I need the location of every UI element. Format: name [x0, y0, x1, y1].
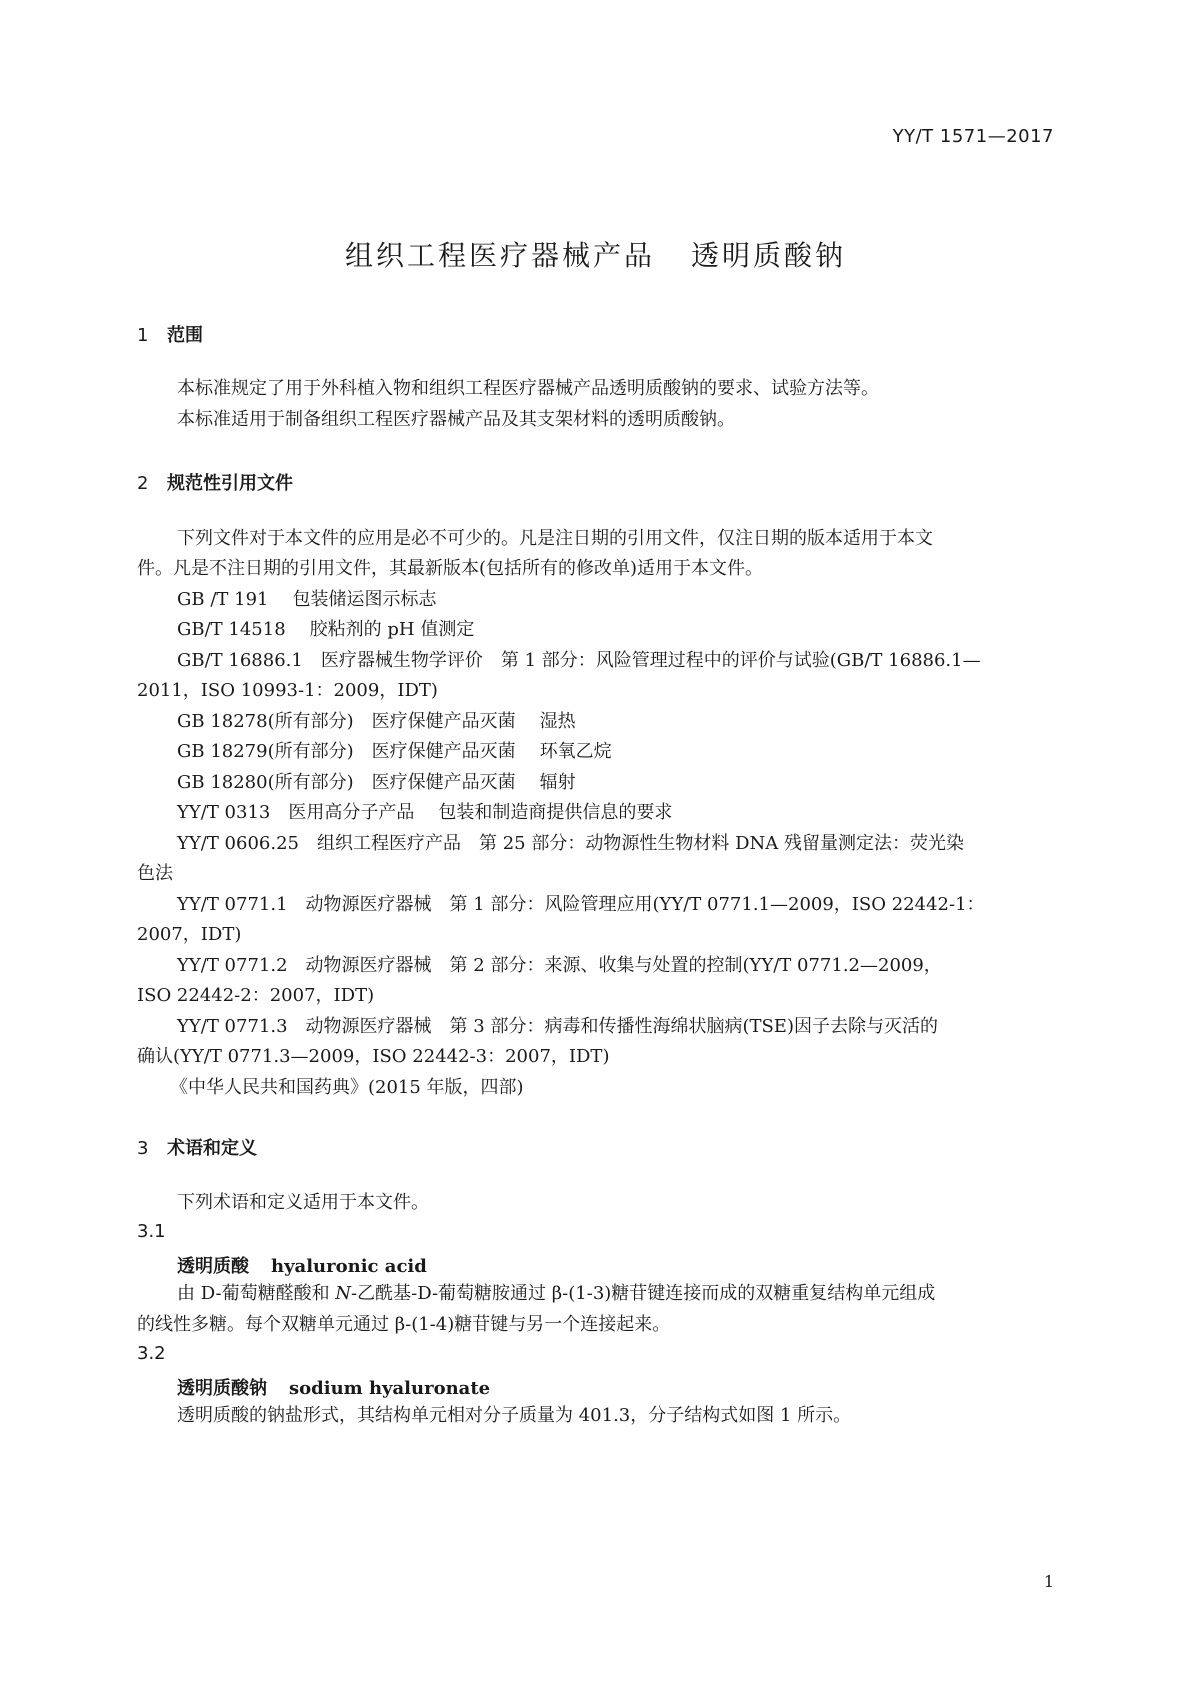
reference-item: YY/T 0771.1 动物源医疗器械 第 1 部分：风险管理应用(YY/T 0771.1—2009，ISO 22442-1：	[177, 894, 985, 915]
clause-number: 3.1	[137, 1221, 166, 1242]
reference-item: YY/T 0771.3 动物源医疗器械 第 3 部分：病毒和传播性海绵状脑病(TSE)因子去除与灭活的	[177, 1016, 938, 1037]
reference-item-continuation: 2011，ISO 10993-1：2009，IDT)	[137, 680, 438, 701]
term-heading: 透明质酸钠 sodium hyaluronate	[177, 1378, 491, 1399]
reference-item-continuation: 2007，IDT)	[137, 924, 242, 945]
section-2-heading: 2 规范性引用文件	[137, 473, 293, 494]
normative-intro-line-2: 件。凡是不注日期的引用文件，其最新版本(包括所有的修改单)适用于本文件。	[137, 558, 764, 579]
clause-number: 3.2	[137, 1343, 166, 1364]
term-definition: 透明质酸的钠盐形式，其结构单元相对分子质量为 401.3，分子结构式如图 1 所示。	[177, 1405, 852, 1426]
title-part-2: 透明质酸钠	[691, 239, 847, 272]
terms-intro: 下列术语和定义适用于本文件。	[177, 1192, 429, 1213]
reference-item: YY/T 0606.25 组织工程医疗产品 第 25 部分：动物源性生物材料 DNA 残留量测定法：荧光染	[177, 833, 964, 854]
reference-item-continuation: 色法	[137, 863, 173, 884]
standard-number: YY/T 1571—2017	[892, 126, 1054, 147]
scope-paragraph-1: 本标准规定了用于外科植入物和组织工程医疗器械产品透明质酸钠的要求、试验方法等。	[177, 378, 879, 399]
term-definition-line-1: 由 D-葡萄糖醛酸和 N-乙酰基-D-葡萄糖胺通过 β-(1-3)糖苷键连接而成的双糖重复结构单元组成	[177, 1283, 936, 1304]
reference-item: GB 18280(所有部分) 医疗保健产品灭菌 辐射	[177, 772, 576, 793]
normative-intro-line-1: 下列文件对于本文件的应用是必不可少的。凡是注日期的引用文件，仅注日期的版本适用于本文	[177, 528, 933, 549]
reference-item: GB 18278(所有部分) 医疗保健产品灭菌 湿热	[177, 711, 576, 732]
title-part-1: 组织工程医疗器械产品	[344, 239, 655, 272]
reference-item: GB/T 16886.1 医疗器械生物学评价 第 1 部分：风险管理过程中的评价与试验(GB/T 16886.1—	[177, 650, 981, 671]
reference-item-continuation: ISO 22442-2：2007，IDT)	[137, 985, 375, 1006]
term-heading: 透明质酸 hyaluronic acid	[177, 1256, 427, 1277]
reference-item-continuation: 确认(YY/T 0771.3—2009，ISO 22442-3：2007，IDT)	[137, 1046, 610, 1067]
reference-pharmacopoeia: 《中华人民共和国药典》(2015 年版，四部)	[170, 1077, 524, 1098]
reference-item: GB /T 191 包装储运图示标志	[177, 589, 437, 610]
document-title	[0, 234, 1191, 274]
scope-paragraph-2: 本标准适用于制备组织工程医疗器械产品及其支架材料的透明质酸钠。	[177, 409, 735, 430]
reference-item: GB 18279(所有部分) 医疗保健产品灭菌 环氧乙烷	[177, 741, 612, 762]
reference-item: GB/T 14518 胶粘剂的 pH 值测定	[177, 619, 475, 640]
page-number: 1	[1043, 1572, 1054, 1591]
reference-item: YY/T 0313 医用高分子产品 包装和制造商提供信息的要求	[177, 802, 673, 823]
section-1-heading: 1 范围	[137, 325, 203, 346]
section-3-heading: 3 术语和定义	[137, 1138, 257, 1159]
term-definition-line-2: 的线性多糖。每个双糖单元通过 β-(1-4)糖苷键与另一个连接起来。	[137, 1314, 671, 1335]
reference-item: YY/T 0771.2 动物源医疗器械 第 2 部分：来源、收集与处置的控制(YY/T 0771.2—2009，	[177, 955, 942, 976]
